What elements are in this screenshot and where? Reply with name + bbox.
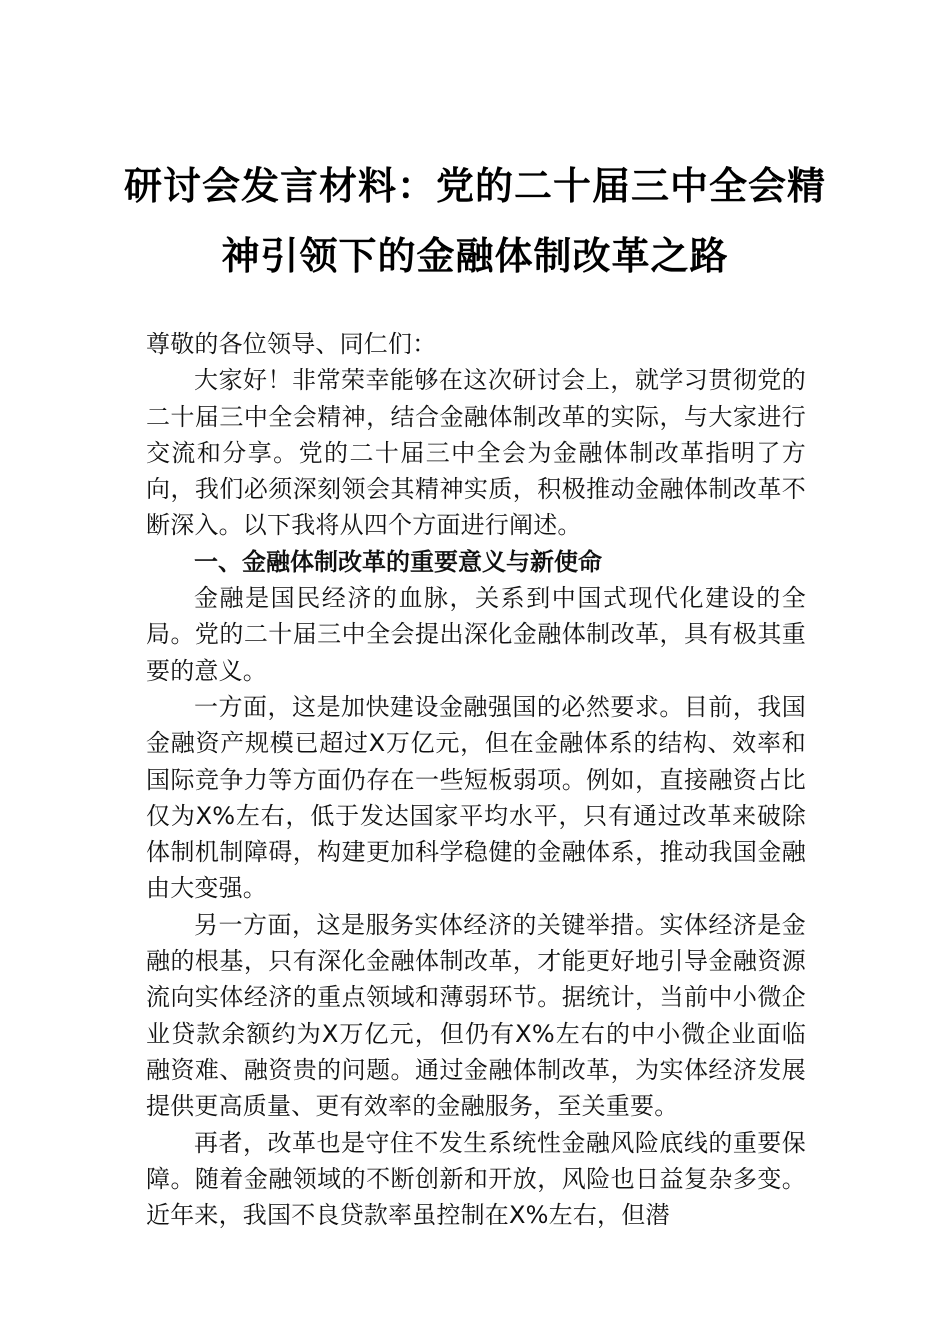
document-title-line-1: 研讨会发言材料：党的二十届三中全会精 bbox=[123, 163, 826, 208]
section-1-paragraph-4: 再者，改革也是守住不发生系统性金融风险底线的重要保障。随着金融领域的不断创新和开放，风险也日益复杂多变。近年来，我国不良贷款率虽控制在X%左右，但潜 bbox=[146, 1128, 806, 1230]
section-1-paragraph-3: 另一方面，这是服务实体经济的关键举措。实体经济是金融的根基，只有深化金融体制改革，才能更好地引导金融资源流向实体经济的重点领域和薄弱环节。据统计，当前中小微企业贷款余额约为X万亿元，但仍有X%左右的中小微企业面临融资难、融资贵的问题。通过金融体制改革，为实体经济发展提供更高质量、更有效率的金融服务，至关重要。 bbox=[146, 910, 806, 1121]
document-body bbox=[146, 326, 806, 1233]
intro-paragraph: 大家好！非常荣幸能够在这次研讨会上，就学习贯彻党的二十届三中全会精神，结合金融体制改革的实际，与大家进行交流和分享。党的二十届三中全会为金融体制改革指明了方向，我们必须深刻领会其精神实质，积极推动金融体制改革不断深入。以下我将从四个方面进行阐述。 bbox=[146, 366, 806, 540]
section-1-paragraph-2: 一方面，这是加快建设金融强国的必然要求。目前，我国金融资产规模已超过X万亿元，但在金融体系的结构、效率和国际竞争力等方面仍存在一些短板弱项。例如，直接融资占比仅为X%左右，低于发达国家平均水平，只有通过改革来破除体制机制障碍，构建更加科学稳健的金融体系，推动我国金融由大变强。 bbox=[146, 692, 806, 903]
salutation: 尊敬的各位领导、同仁们： bbox=[146, 330, 437, 358]
section-1-paragraph-1: 金融是国民经济的血脉，关系到中国式现代化建设的全局。党的二十届三中全会提出深化金融体制改革，具有极其重要的意义。 bbox=[146, 584, 806, 685]
document-title-line-2: 神引领下的金融体制改革之路 bbox=[221, 233, 729, 278]
section-1-heading: 一、金融体制改革的重要意义与新使命 bbox=[194, 547, 602, 576]
